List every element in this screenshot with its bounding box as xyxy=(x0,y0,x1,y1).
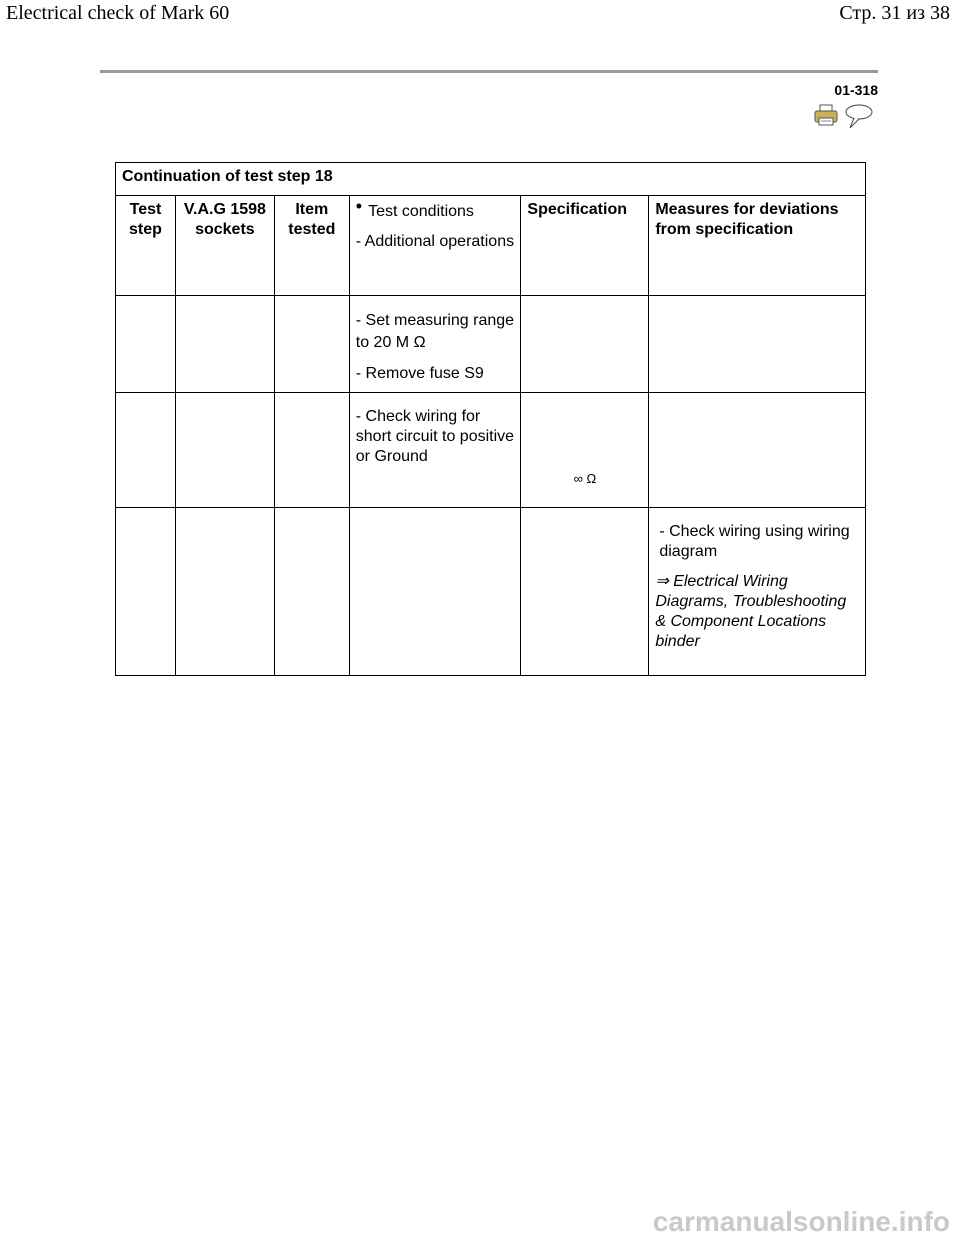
condition-text: - Check wiring for short circuit to positive or Ground xyxy=(355,408,515,465)
header-conditions xyxy=(349,196,521,296)
watermark: carmanualsonline.info xyxy=(652,1206,950,1237)
header-additional-operations: - Additional operations xyxy=(355,233,515,250)
header-measures: Measures for deviations from specification xyxy=(649,196,866,296)
wiring-diagram-link[interactable]: ⇒ Electrical Wiring Diagrams, Troubleshooting & Component Locations binder xyxy=(655,573,847,650)
printer-icon[interactable] xyxy=(814,104,838,126)
table-caption: Continuation of test step 18 xyxy=(116,163,866,196)
bullet-icon: • xyxy=(355,196,363,216)
header-test-step: Test step xyxy=(116,196,176,296)
table-row xyxy=(116,508,866,676)
test-step-table xyxy=(115,162,866,676)
header-test-conditions: Test conditions xyxy=(368,203,474,220)
header-item-tested: Item tested xyxy=(274,196,349,296)
page-code: 01-318 xyxy=(834,82,878,98)
page-counter: Стр. 31 из 38 xyxy=(839,2,950,24)
header-vag-sockets: V.A.G 1598 sockets xyxy=(175,196,274,296)
header-rule xyxy=(100,70,878,73)
condition-text: - Remove fuse S9 xyxy=(355,365,484,382)
specification-value: ∞ Ω xyxy=(573,471,597,486)
measure-text: - Check wiring using wiring diagram xyxy=(659,523,850,560)
table-row xyxy=(116,393,866,508)
toolbar-icons xyxy=(814,104,874,130)
speech-bubble-icon[interactable] xyxy=(844,104,874,130)
browser-title: Electrical check of Mark 60 xyxy=(6,2,230,24)
header-specification: Specification xyxy=(521,196,649,296)
condition-text: - Set measuring range to 20 M Ω xyxy=(355,312,515,351)
table-row xyxy=(116,296,866,393)
